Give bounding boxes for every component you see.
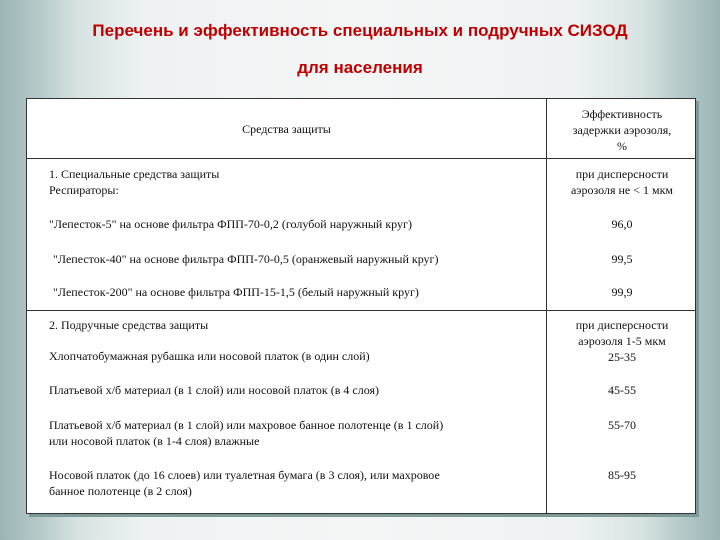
table-row-name: Носовой платок (до 16 слоев) или туалетная бумага (в 3 слоя), или махровое банное полотенце (в 2 слоя) — [49, 468, 440, 498]
page-subtitle: для населения — [297, 58, 423, 77]
header-means: Средства защиты — [242, 122, 331, 136]
row-divider — [27, 310, 695, 311]
protection-table — [26, 98, 696, 514]
page-title: Перечень и эффективность специальных и подручных СИЗОД — [92, 21, 628, 40]
row-divider — [27, 158, 695, 159]
section2-condition: при дисперсности аэрозоля 1-5 мкм — [575, 318, 669, 348]
table-row-name: Хлопчатобумажная рубашка или носовой платок (в один слой) — [49, 349, 370, 363]
table-row-name: Платьевой х/б материал (в 1 слой) или махровое банное полотенце (в 1 слой) или носовой платок (в 1-4 слоя) влажные — [49, 418, 444, 448]
table-row-value: 55-70 — [608, 418, 636, 432]
table-row-name: "Лепесток-5" на основе фильтра ФПП-70-0,2 (голубой наружный круг) — [49, 217, 412, 231]
table-row-name: "Лепесток-200" на основе фильтра ФПП-15-1,5 (белый наружный круг) — [53, 285, 419, 299]
table-row-value: 99,9 — [611, 285, 633, 299]
section1-title: 1. Специальные средства защиты Респираторы: — [49, 167, 220, 197]
table-row-value: 45-55 — [608, 383, 636, 397]
section2-title: 2. Подручные средства защиты — [49, 318, 209, 332]
table-row-value: 25-35 — [608, 350, 636, 364]
header-efficiency: Эффективность задержки аэрозоля, % — [572, 107, 672, 153]
table-row-value: 99,5 — [611, 252, 633, 266]
column-divider — [546, 99, 547, 513]
table-row-name: Платьевой х/б материал (в 1 слой) или носовой платок (в 4 слоя) — [49, 383, 379, 397]
table-row-value: 85-95 — [608, 468, 636, 482]
table-row-name: "Лепесток-40" на основе фильтра ФПП-70-0,5 (оранжевый наружный круг) — [53, 252, 439, 266]
section1-condition: при дисперсности аэрозоля не < 1 мкм — [570, 167, 674, 197]
table-row-value: 96,0 — [611, 217, 633, 231]
